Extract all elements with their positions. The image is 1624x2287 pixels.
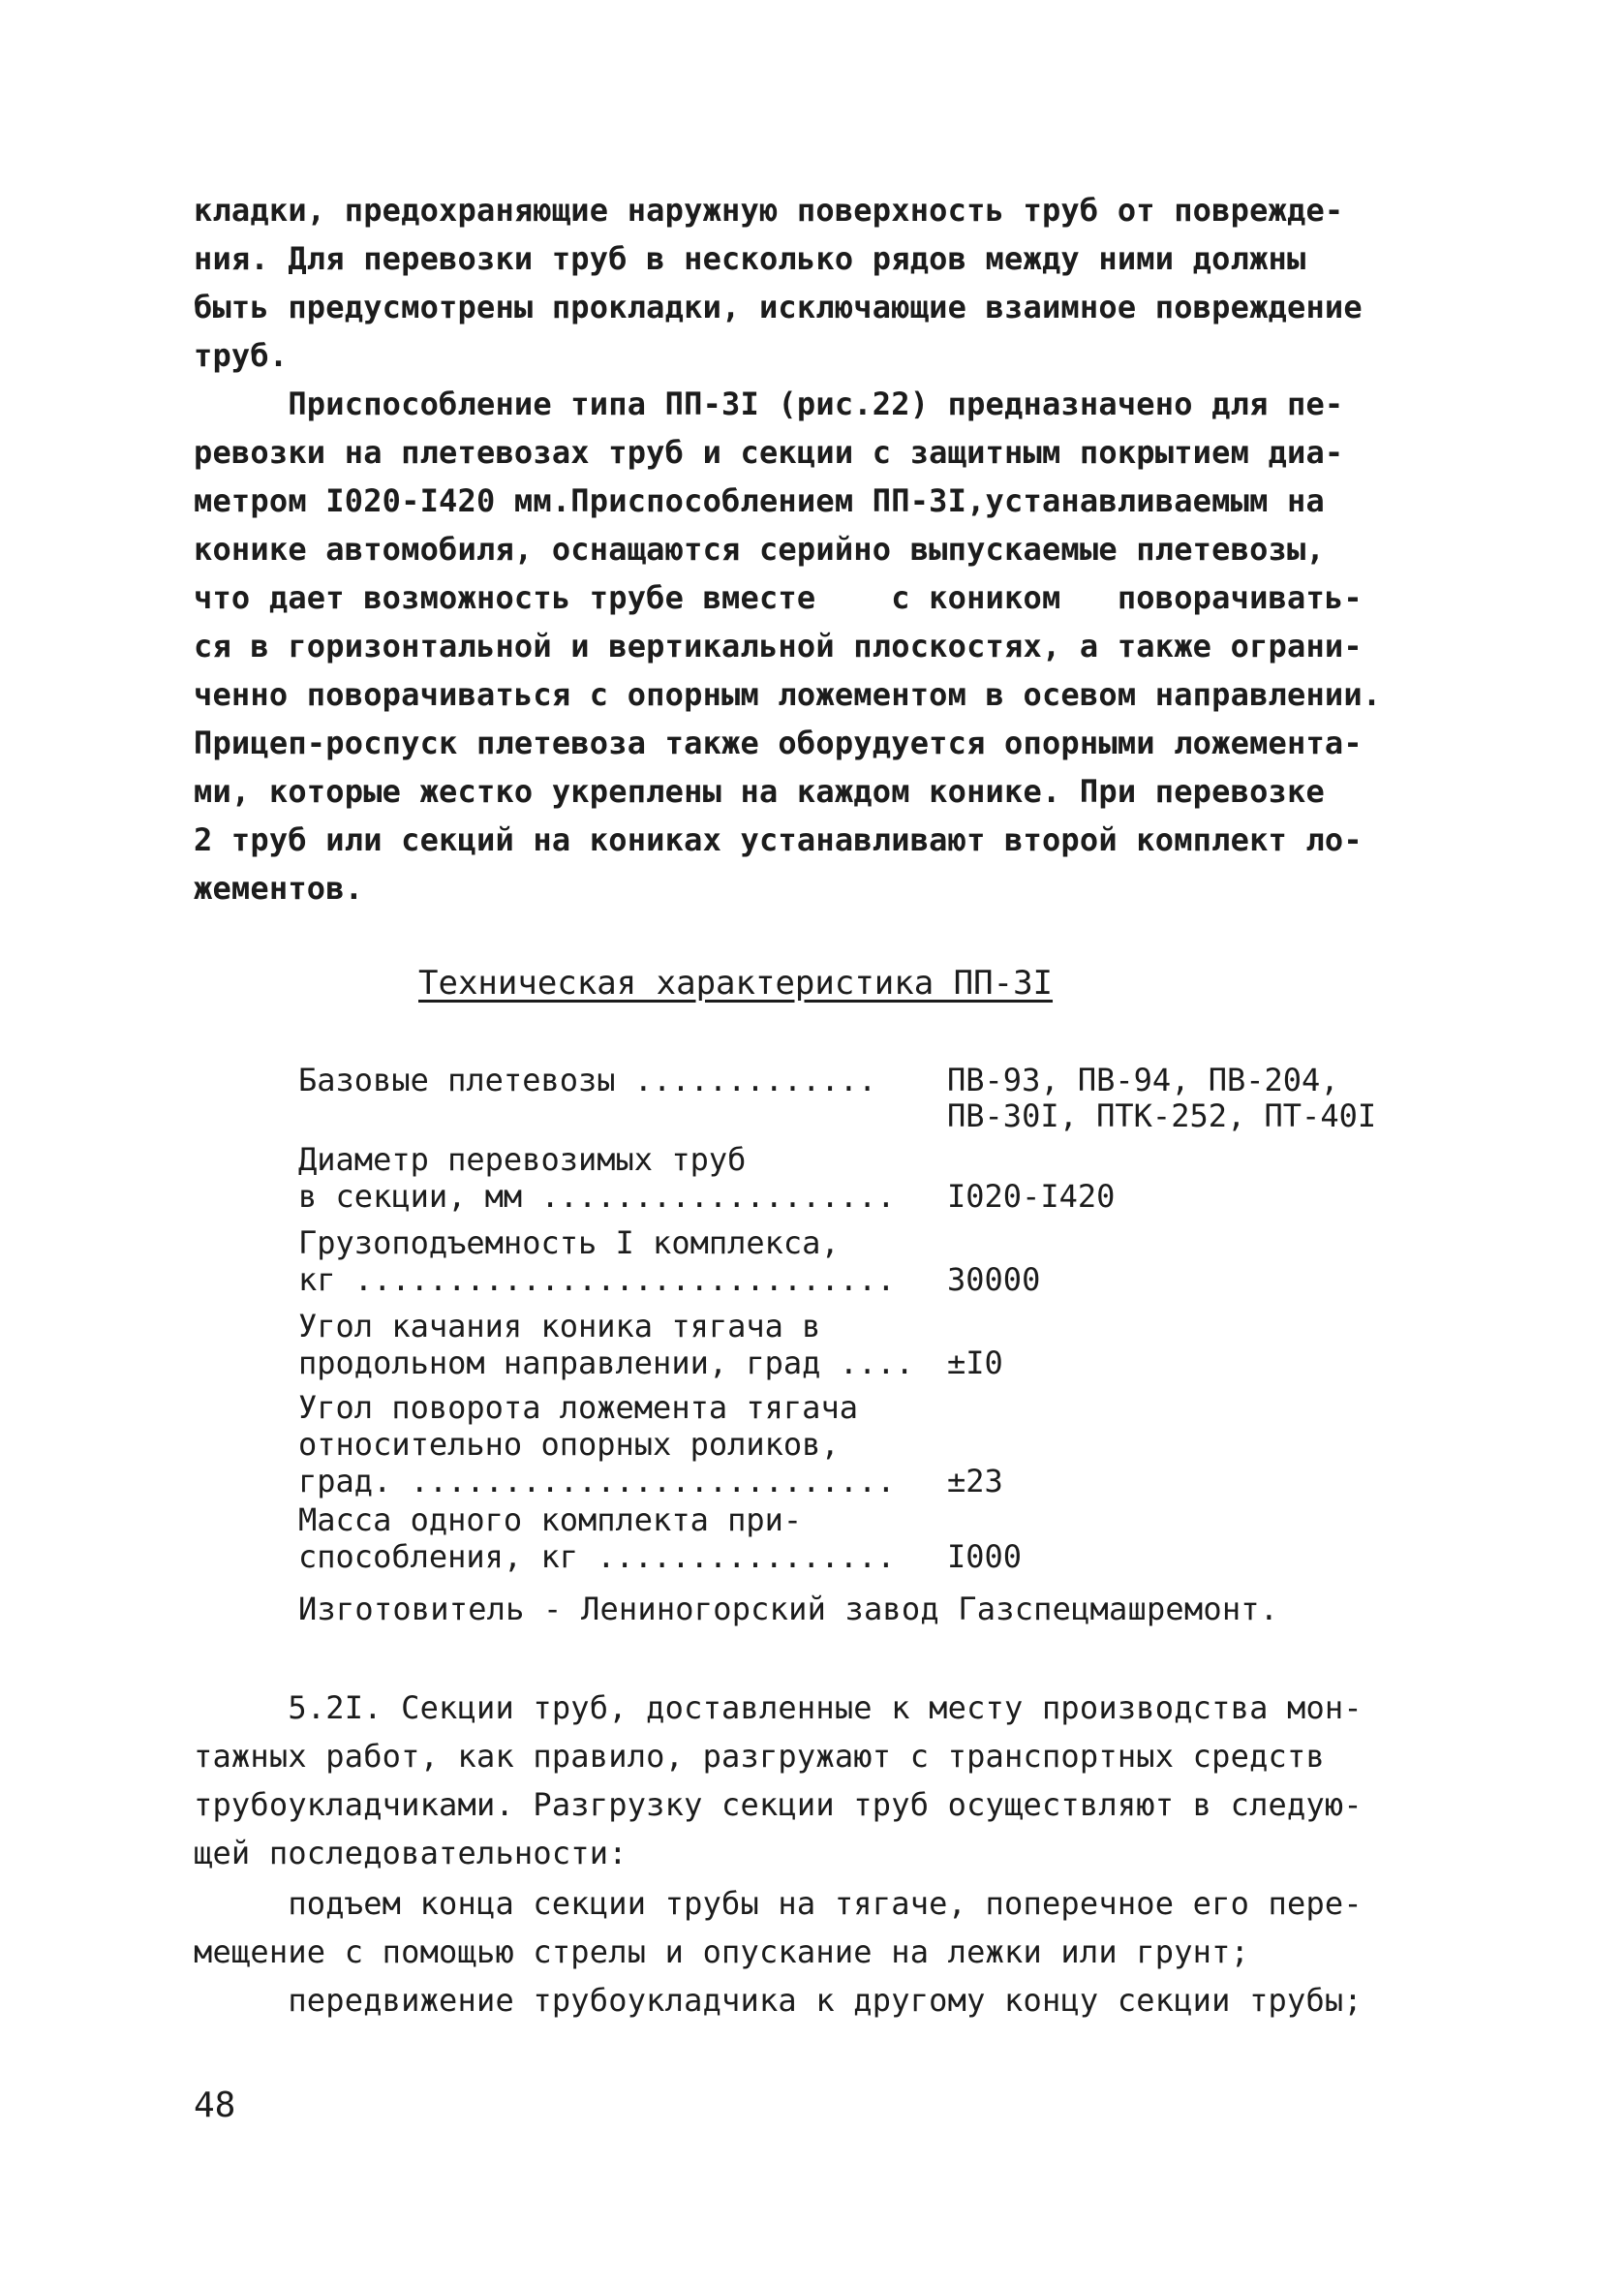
spec-label: способления, кг ................ [298, 1538, 896, 1575]
spec-value: ±23 [947, 1463, 1003, 1499]
spec-label: в секции, мм ................... [298, 1178, 896, 1215]
spec-heading: Техническая характеристика ПП-3I [418, 964, 1054, 1003]
text-line: 5.2I. Секции труб, доставленные к месту производства мон- [194, 1689, 1363, 1726]
text-line: трубоукладчиками. Разгрузку секции труб осуществляют в следую- [194, 1786, 1363, 1823]
spec-value: ПВ-30I, ПТК-252, ПТ-40I [947, 1097, 1377, 1134]
text-line: ревозки на плетевозах труб и секции с защитным покрытием диа- [194, 434, 1344, 471]
text-line: конике автомобиля, оснащаются серийно выпускаемые плетевозы, [194, 531, 1325, 568]
manufacturer-line: Изготовитель - Лениногорский завод Газспецмашремонт. [298, 1591, 1279, 1627]
text-line: быть предусмотрены прокладки, исключающие взаимное повреждение [194, 289, 1363, 325]
text-line: щей последовательности: [194, 1835, 628, 1871]
page-number: 48 [194, 2086, 236, 2125]
text-line: Прицеп-роспуск плетевоза также оборудуется опорными ложемента- [194, 725, 1363, 761]
spec-label: Базовые плетевозы ............. [298, 1062, 877, 1098]
spec-label: Угол качания коника тягача в [298, 1308, 821, 1344]
text-line: тажных работ, как правило, разгружают с транспортных средств [194, 1738, 1325, 1775]
text-line: метром I020-I420 мм.Приспособлением ПП-3I,устанавливаемым на [194, 482, 1325, 519]
text-line: труб. [194, 337, 289, 374]
spec-label: Диаметр перевозимых труб [298, 1141, 747, 1178]
text-line: подъем конца секции трубы на тягаче, поперечное его пере- [194, 1885, 1363, 1922]
spec-value: ПВ-93, ПВ-94, ПВ-204, [947, 1062, 1339, 1098]
spec-label: продольном направлении, град .... [298, 1344, 914, 1381]
spec-value: I000 [947, 1538, 1023, 1575]
text-line: ся в горизонтальной и вертикальной плоскостях, а также ограни- [194, 628, 1363, 664]
spec-label: Масса одного комплекта при- [298, 1501, 803, 1538]
spec-value: ±I0 [947, 1344, 1003, 1381]
text-line: кладки, предохраняющие наружную поверхность труб от поврежде- [194, 192, 1344, 229]
text-line: что дает возможность трубе вместе с коником поворачивать- [194, 579, 1363, 616]
text-line: передвижение трубоукладчика к другому концу секции трубы; [194, 1982, 1363, 2019]
spec-value: I020-I420 [947, 1178, 1116, 1215]
spec-label: кг ............................. [298, 1261, 896, 1298]
spec-label: Грузоподъемность I комплекса, [298, 1224, 840, 1261]
text-line: мещение с помощью стрелы и опускание на лежки или грунт; [194, 1933, 1250, 1970]
text-line: ченно поворачиваться с опорным ложементом в осевом направлении. [194, 676, 1382, 713]
spec-label: относительно опорных роликов, [298, 1426, 840, 1463]
spec-label: град. .......................... [298, 1463, 896, 1499]
spec-label: Угол поворота ложемента тягача [298, 1389, 858, 1426]
spec-value: 30000 [947, 1261, 1041, 1298]
text-line: 2 труб или секций на кониках устанавливают второй комплект ло- [194, 821, 1363, 858]
text-line: жементов. [194, 870, 364, 907]
text-line: ния. Для перевозки труб в несколько рядов между ними должны [194, 240, 1306, 277]
text-line: Приспособление типа ПП-3I (рис.22) предназначено для пе- [194, 386, 1344, 422]
text-line: ми, которые жестко укреплены на каждом конике. При перевозке [194, 773, 1325, 810]
